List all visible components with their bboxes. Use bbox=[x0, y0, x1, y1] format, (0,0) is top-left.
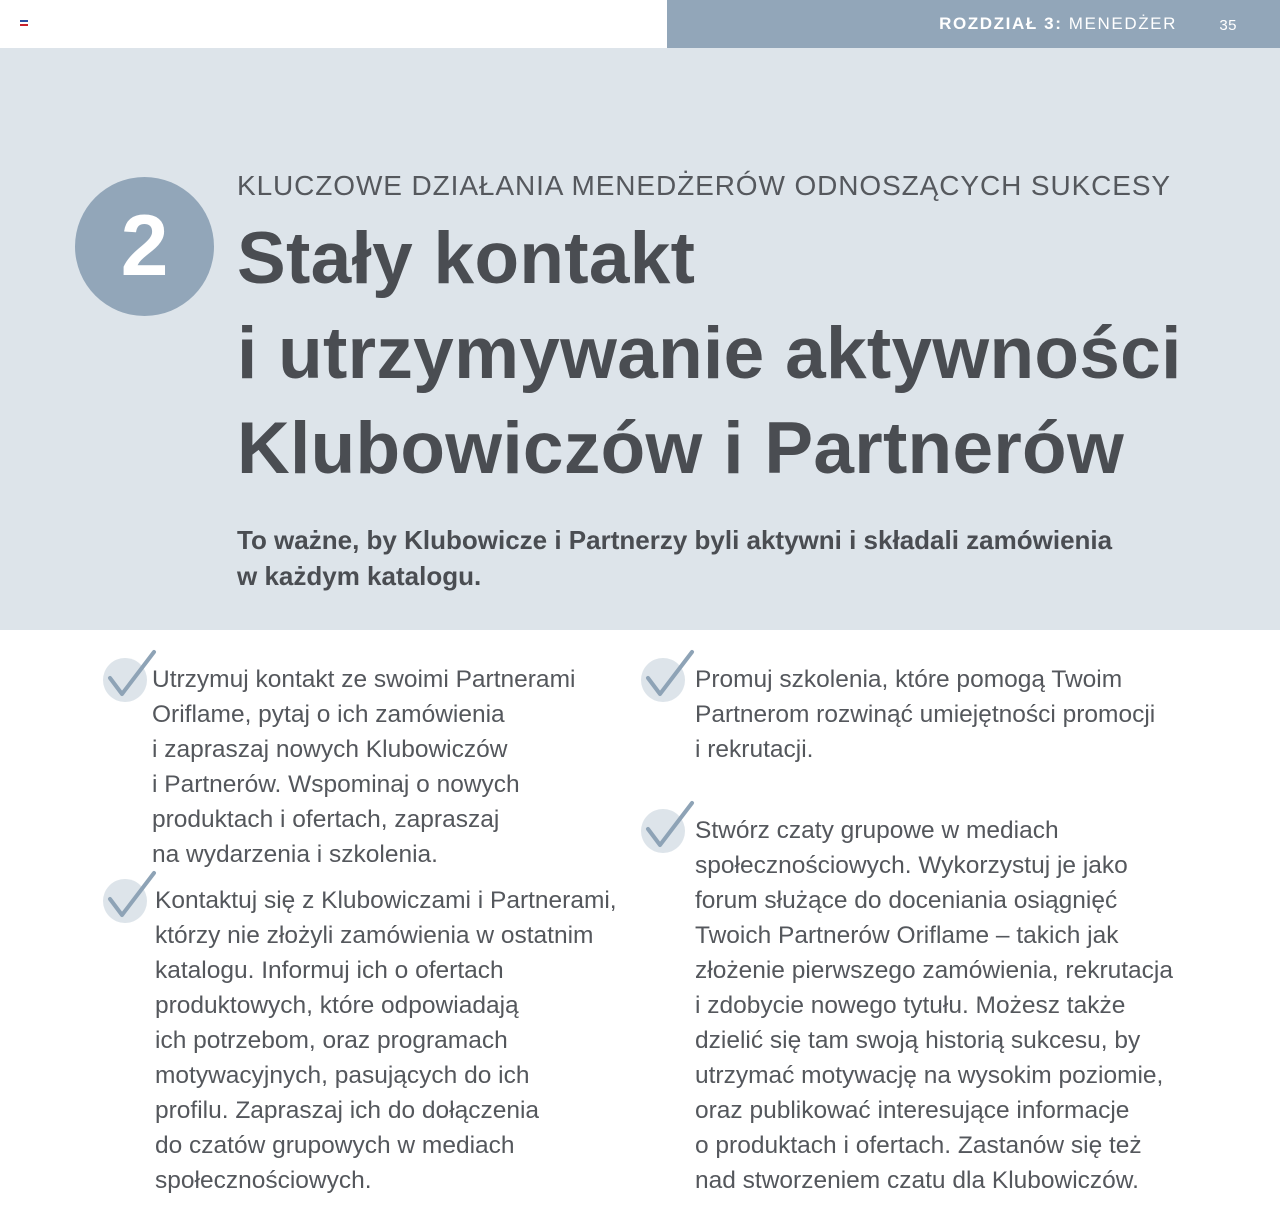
item-line: i Partnerów. Wspominaj o nowych bbox=[152, 771, 520, 798]
flag-icon bbox=[20, 20, 28, 26]
item-line: katalogu. Informuj ich o ofertach bbox=[155, 957, 504, 984]
checkmark-icon bbox=[100, 869, 160, 929]
list-item bbox=[155, 883, 617, 1198]
lead-line: To ważne, by Klubowicze i Partnerzy byli aktywni i składali zamówienia bbox=[237, 525, 1113, 555]
item-line: o produktach i ofertach. Zastanów się też bbox=[695, 1132, 1142, 1159]
item-line: motywacyjnych, pasujących do ich bbox=[155, 1062, 530, 1089]
title-line: i utrzymywanie aktywności bbox=[237, 313, 1182, 394]
title-line: Stały kontakt bbox=[237, 218, 696, 299]
list-item bbox=[695, 662, 1155, 767]
item-line: produktowych, które odpowiadają bbox=[155, 992, 519, 1019]
item-line: Stwórz czaty grupowe w mediach bbox=[695, 817, 1059, 844]
item-line: i zapraszaj nowych Klubowiczów bbox=[152, 736, 508, 763]
item-line: oraz publikować interesujące informacje bbox=[695, 1097, 1130, 1124]
checkmark-icon bbox=[638, 648, 698, 708]
item-line: forum służące do doceniania osiągnięć bbox=[695, 887, 1118, 914]
page-title bbox=[237, 211, 1182, 496]
lead-paragraph bbox=[237, 522, 1197, 594]
item-line: Twoich Partnerów Oriflame – takich jak bbox=[695, 922, 1119, 949]
item-line: dzielić się tam swoją historią sukcesu, by bbox=[695, 1027, 1141, 1054]
chapter-bar bbox=[667, 0, 1280, 48]
item-line: i zdobycie nowego tytułu. Możesz także bbox=[695, 992, 1126, 1019]
hero-section bbox=[0, 48, 1280, 630]
step-number-badge: 2 bbox=[75, 177, 214, 316]
item-line: Promuj szkolenia, które pomogą Twoim bbox=[695, 666, 1123, 693]
item-line: złożenie pierwszego zamówienia, rekrutacja bbox=[695, 957, 1173, 984]
list-item bbox=[152, 662, 575, 872]
item-line: którzy nie złożyli zamówienia w ostatnim bbox=[155, 922, 594, 949]
section-kicker: KLUCZOWE DZIAŁANIA MENEDŻERÓW ODNOSZĄCYCH SUKCESY bbox=[237, 170, 1171, 201]
title-line: Klubowiczów i Partnerów bbox=[237, 408, 1125, 489]
item-line: i rekrutacji. bbox=[695, 736, 814, 763]
chapter-label bbox=[939, 14, 1177, 34]
lead-line: w każdym katalogu. bbox=[237, 561, 482, 591]
item-line: Kontaktuj się z Klubowiczami i Partnerami, bbox=[155, 887, 617, 914]
chapter-prefix: ROZDZIAŁ 3: bbox=[939, 14, 1063, 33]
item-line: na wydarzenia i szkolenia. bbox=[152, 841, 438, 868]
item-line: Oriflame, pytaj o ich zamówienia bbox=[152, 701, 505, 728]
checkmark-icon bbox=[100, 648, 160, 708]
item-line: nad stworzeniem czatu dla Klubowiczów. bbox=[695, 1167, 1139, 1194]
item-line: profilu. Zapraszaj ich do dołączenia bbox=[155, 1097, 540, 1124]
item-line: społecznościowych. bbox=[155, 1167, 372, 1194]
item-line: Utrzymuj kontakt ze swoimi Partnerami bbox=[152, 666, 576, 693]
item-line: społecznościowych. Wykorzystuj je jako bbox=[695, 852, 1128, 879]
chapter-name: MENEDŻER bbox=[1068, 14, 1177, 33]
page-number: 35 bbox=[1219, 17, 1237, 34]
list-item bbox=[695, 813, 1173, 1198]
checkmark-icon bbox=[638, 799, 698, 859]
item-line: produktach i ofertach, zapraszaj bbox=[152, 806, 500, 833]
item-line: Partnerom rozwinąć umiejętności promocji bbox=[695, 701, 1156, 728]
item-line: ich potrzebom, oraz programach bbox=[155, 1027, 508, 1054]
item-line: do czatów grupowych w mediach bbox=[155, 1132, 515, 1159]
item-line: utrzymać motywację na wysokim poziomie, bbox=[695, 1062, 1164, 1089]
